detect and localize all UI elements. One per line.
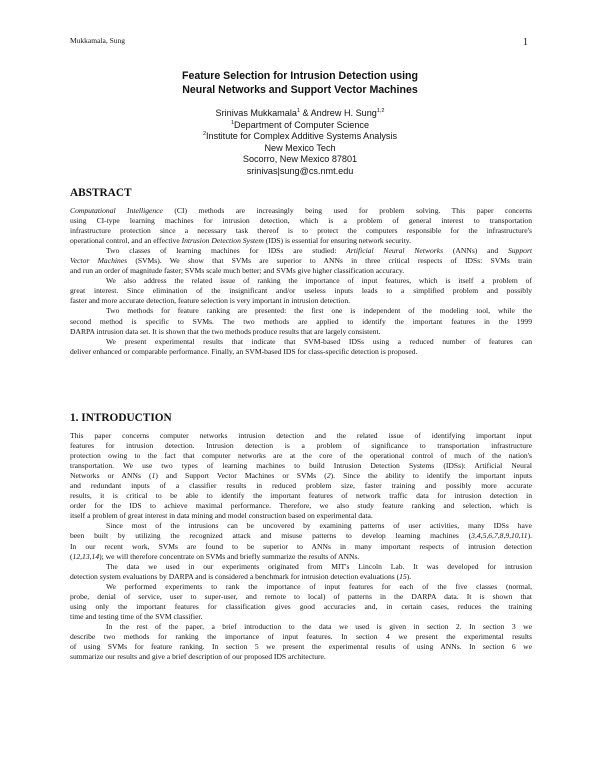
affiliation: New Mexico Tech [264, 142, 336, 153]
text-line: second method is specific to SVMs. The two methods are applied to identify the important features in the 1999 [70, 316, 532, 326]
paragraph [70, 431, 532, 521]
abstract-heading: ABSTRACT [70, 187, 132, 199]
text-line: We performed experiments to rank the importance of input features for each of the five classes (normal, [106, 581, 532, 591]
text-line: detection system evaluations by DARPA and is considered a benchmark for intrusion detection evaluations (15). [70, 571, 412, 581]
paragraph [70, 306, 532, 336]
page-number: 1 [523, 37, 528, 48]
abstract-body [70, 206, 532, 357]
text-line: probe, denial of service, user to super-user, and remote to local) of patterns in the DARPA data. It is shown that [70, 591, 532, 601]
text-line: protection owing to the fact that computer networks are at the core of the operational control of much of the nation's [70, 451, 532, 461]
affiliation-text: Institute for Complex Additive Systems Analysis [206, 131, 398, 142]
text-line: In the rest of the paper, a brief introduction to the data we used is given in section 2. In section 3 we [106, 621, 532, 631]
text-line: and redundant inputs of a classifier results in reduced problem size, faster training and possibly more accurate [70, 481, 532, 491]
text-line: using only the important features for classification gives good accuracies and, in certain cases, reduces the training [70, 601, 532, 611]
running-head: Mukkamala, Sung [70, 36, 125, 45]
text-line: transportation. We use two types of learning machines to build Intrusion Detection Systems (IDSs): Artificial Neural [70, 461, 532, 471]
text-line: Networks or ANNs (1) and Support Vector Machines or SVMs (2). Since the ability to identify the important inputs [70, 471, 532, 481]
introduction-heading: 1. INTRODUCTION [70, 412, 172, 424]
paragraph [70, 562, 532, 582]
text-line: In our recent work, SVMs are found to be superior to ANNs in many important respects of intrusion detection [70, 541, 532, 551]
affiliation-mark: 2 [202, 131, 206, 138]
text-line: great interest. Since elimination of the insignificant and/or useless inputs leads to a simplified problem and possibly [70, 286, 532, 296]
text-line: We also address the related issue of ranking the importance of input features, which is itself a problem of [106, 276, 532, 286]
text-line: been built by utilizing the recognized attack and misuse patterns to develop learning machines (3,4,5,6,7,8,9,10,11). [70, 531, 532, 541]
text-line: DARPA intrusion data set. It is shown that the two methods produce results that are largely consistent. [70, 326, 381, 336]
text-line: order for the IDS to achieve maximal performance. Therefore, we also study feature ranking and selection, which is [70, 501, 532, 511]
paragraph [70, 276, 532, 306]
text-line: deliver enhanced or comparable performance. Finally, an SVM-based IDS for class-specific detection is proposed. [70, 346, 418, 356]
text-line: (12,13,14); we will therefore concentrate on SVMs and briefly summarize the results of ANNs. [70, 551, 360, 561]
text-line: Two classes of learning machines for IDSs are studied: Artificial Neural Networks (ANNs) and Support [106, 246, 532, 256]
affiliation-mark: 1,2 [376, 108, 385, 114]
text-line: Since most of the intrusions can be uncovered by examining patterns of user activities, many IDSs have [106, 521, 532, 531]
paragraph [70, 246, 532, 276]
text-line: Vector Machines (SVMs). We show that SVMs are superior to ANNs in three critical respects of IDSs: SVMs train [70, 256, 532, 266]
text-line: describe two methods for ranking the importance of input features. In section 4 we present the experimental results [70, 631, 532, 641]
author-block [0, 108, 600, 178]
paragraph [70, 206, 532, 246]
author-name: Srinivas Mukkamala [215, 108, 297, 118]
text-line: summarize our results and give a brief description of our proposed IDS architecture. [70, 652, 326, 662]
author-names [0, 108, 600, 120]
text-line: faster and more accurate detection, feature selection is very important in intrusion detection. [70, 296, 351, 306]
affiliation: Socorro, New Mexico 87801 [242, 154, 358, 165]
paragraph [70, 337, 532, 357]
text-line: The data we used in our experiments originated from MIT's Lincoln Lab. It was developed for intrusion [106, 561, 532, 571]
paper-title [0, 70, 600, 97]
text-line: operational control, and an effective Intrusion Detection System (IDS) is essential for ensuring network security. [70, 236, 411, 246]
paragraph [70, 582, 532, 622]
text-line: results, it is critical to be able to identify the important features of network traffic data for intrusion detection in [70, 491, 532, 501]
affiliation-mark: 1 [296, 108, 300, 114]
author-email: srinivas|sung@cs.nmt.edu [246, 165, 354, 176]
text-line: features for intrusion detection. Intrusion detection is a problem of significance to transportation infrastructure [70, 441, 532, 451]
introduction-body [70, 431, 532, 662]
text-line: of using SVMs for feature ranking. In section 5 we present the experimental results of using ANNs. In section 6 we [70, 641, 532, 651]
text-line: We present experimental results that indicate that SVM-based IDSs using a reduced number of features can [106, 336, 532, 346]
text-line: infrastructure protection since a necessary task thereof is to protect the computers responsible for the infrastructure's [70, 226, 532, 236]
author-name: & Andrew H. Sung [299, 108, 377, 118]
title-line: Neural Networks and Support Vector Machines [182, 83, 418, 96]
text-line: Computational Intelligence (CI) methods are increasingly being used for problem solving. This paper concerns [70, 206, 532, 215]
text-line: time and testing time of the SVM classifier. [70, 611, 203, 621]
affiliation-mark: 1 [230, 119, 235, 126]
affiliation [0, 120, 600, 132]
paragraph [70, 622, 532, 662]
text-line: using CI-type learning machines for intrusion detection, which is a problem of general interest to transportation [70, 216, 532, 226]
paragraph [70, 521, 532, 561]
text-line: This paper concerns computer networks intrusion detection and the related issue of identifying important input [70, 431, 532, 440]
text-line: and run an order of magnitude faster; SVMs scale much better; and SVMs give higher classification accuracy. [70, 266, 405, 276]
title-line: Feature Selection for Intrusion Detection using [181, 70, 419, 82]
text-line: itself a problem of great interest in data mining and model construction based on experimental data. [70, 511, 373, 521]
affiliation [0, 131, 600, 143]
affiliation-text: Department of Computer Science [234, 119, 370, 130]
text-line: Two methods for feature ranking are presented: the first one is independent of the modeling tool, while the [106, 306, 532, 316]
